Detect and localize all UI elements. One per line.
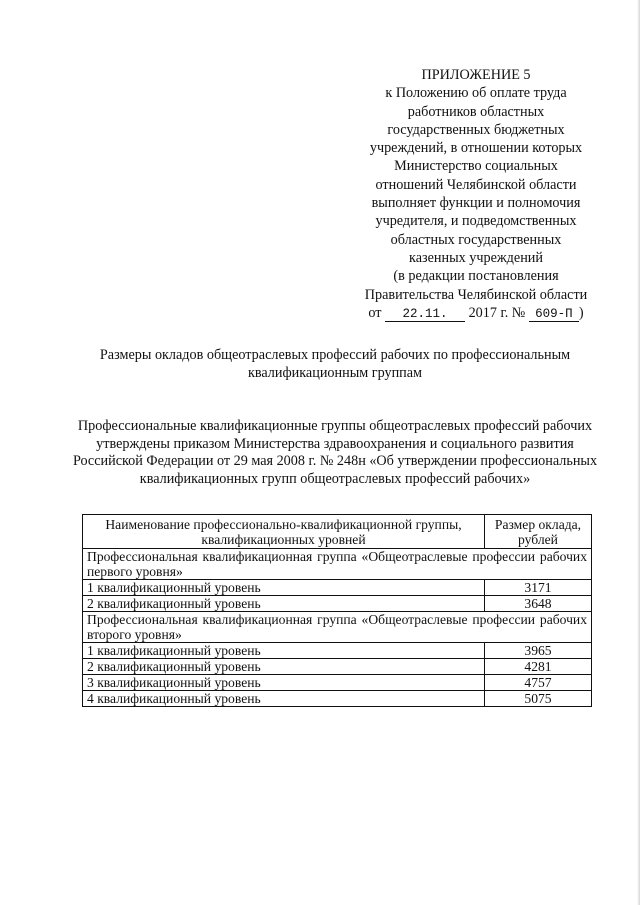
- appendix-line: отношений Челябинской области: [375, 176, 577, 193]
- level-cell: 1 квалификационный уровень: [83, 580, 485, 596]
- table-row: [83, 596, 592, 612]
- appendix-block: [352, 66, 600, 322]
- table-row: [83, 580, 592, 596]
- level-cell: 2 квалификационный уровень: [83, 596, 485, 612]
- date-value: 22.11.: [385, 307, 465, 322]
- appendix-line: казенных учреждений: [409, 249, 543, 266]
- salary-cell: 3648: [485, 596, 592, 612]
- group-title-cell: Профессиональная квалификационная группа «Общеотраслевые профессии рабочих второго уровня»: [83, 612, 592, 643]
- level-cell: 1 квалификационный уровень: [83, 643, 485, 659]
- header-name-cell: Наименование профессионально-квалификационной группы, квалификационных уровней: [83, 515, 485, 549]
- appendix-line: областных государственных: [390, 231, 562, 248]
- date-prefix: от: [368, 304, 382, 321]
- group-row: [83, 612, 592, 643]
- appendix-line: Министерство социальных: [394, 158, 558, 175]
- appendix-date-line: [352, 304, 600, 322]
- table-row: [83, 659, 592, 675]
- salary-cell: 5075: [485, 691, 592, 707]
- page-title: Размеры окладов общеотраслевых профессий рабочих по профессиональным квалификационным группам: [99, 347, 571, 381]
- appendix-line: Правительства Челябинской области: [364, 286, 588, 303]
- level-cell: 4 квалификационный уровень: [83, 691, 485, 707]
- page-subtitle: Профессиональные квалификационные группы общеотраслевых профессий рабочих утверждены приказом Министерства здравоохранения и социального развития Российской Федерации от 29 мая 2008 г. № 248н «Об утверждении профессиональных квалификационных групп общеотраслевых профессий рабочих»: [72, 418, 598, 487]
- resolution-number: 609-П: [529, 307, 579, 322]
- appendix-line: к Положению об оплате труда: [385, 85, 567, 102]
- table-row: [83, 675, 592, 691]
- salary-cell: 3965: [485, 643, 592, 659]
- group-title-cell: Профессиональная квалификационная группа «Общеотраслевые профессии рабочих первого уровня»: [83, 549, 592, 580]
- salary-cell: 4281: [485, 659, 592, 675]
- appendix-line: учредителя, и подведомственных: [375, 213, 577, 230]
- level-cell: 3 квалификационный уровень: [83, 675, 485, 691]
- closing-paren: ): [578, 304, 584, 321]
- appendix-line: выполняет функции и полномочия: [371, 195, 581, 212]
- salary-table: [82, 514, 592, 707]
- level-cell: 2 квалификационный уровень: [83, 659, 485, 675]
- appendix-line: (в редакции постановления: [393, 268, 559, 285]
- appendix-line: учреждений, в отношении которых: [369, 140, 583, 157]
- table-row: [83, 643, 592, 659]
- salary-cell: 3171: [485, 580, 592, 596]
- appendix-line: работников областных: [407, 103, 545, 120]
- group-row: [83, 549, 592, 580]
- table-row: [83, 691, 592, 707]
- year-text: 2017 г. №: [468, 304, 526, 321]
- salary-cell: 4757: [485, 675, 592, 691]
- table-header-row: [83, 515, 592, 549]
- appendix-heading: ПРИЛОЖЕНИЕ 5: [421, 67, 531, 83]
- appendix-line: государственных бюджетных: [387, 121, 565, 138]
- header-salary-cell: Размер оклада, рублей: [485, 515, 592, 549]
